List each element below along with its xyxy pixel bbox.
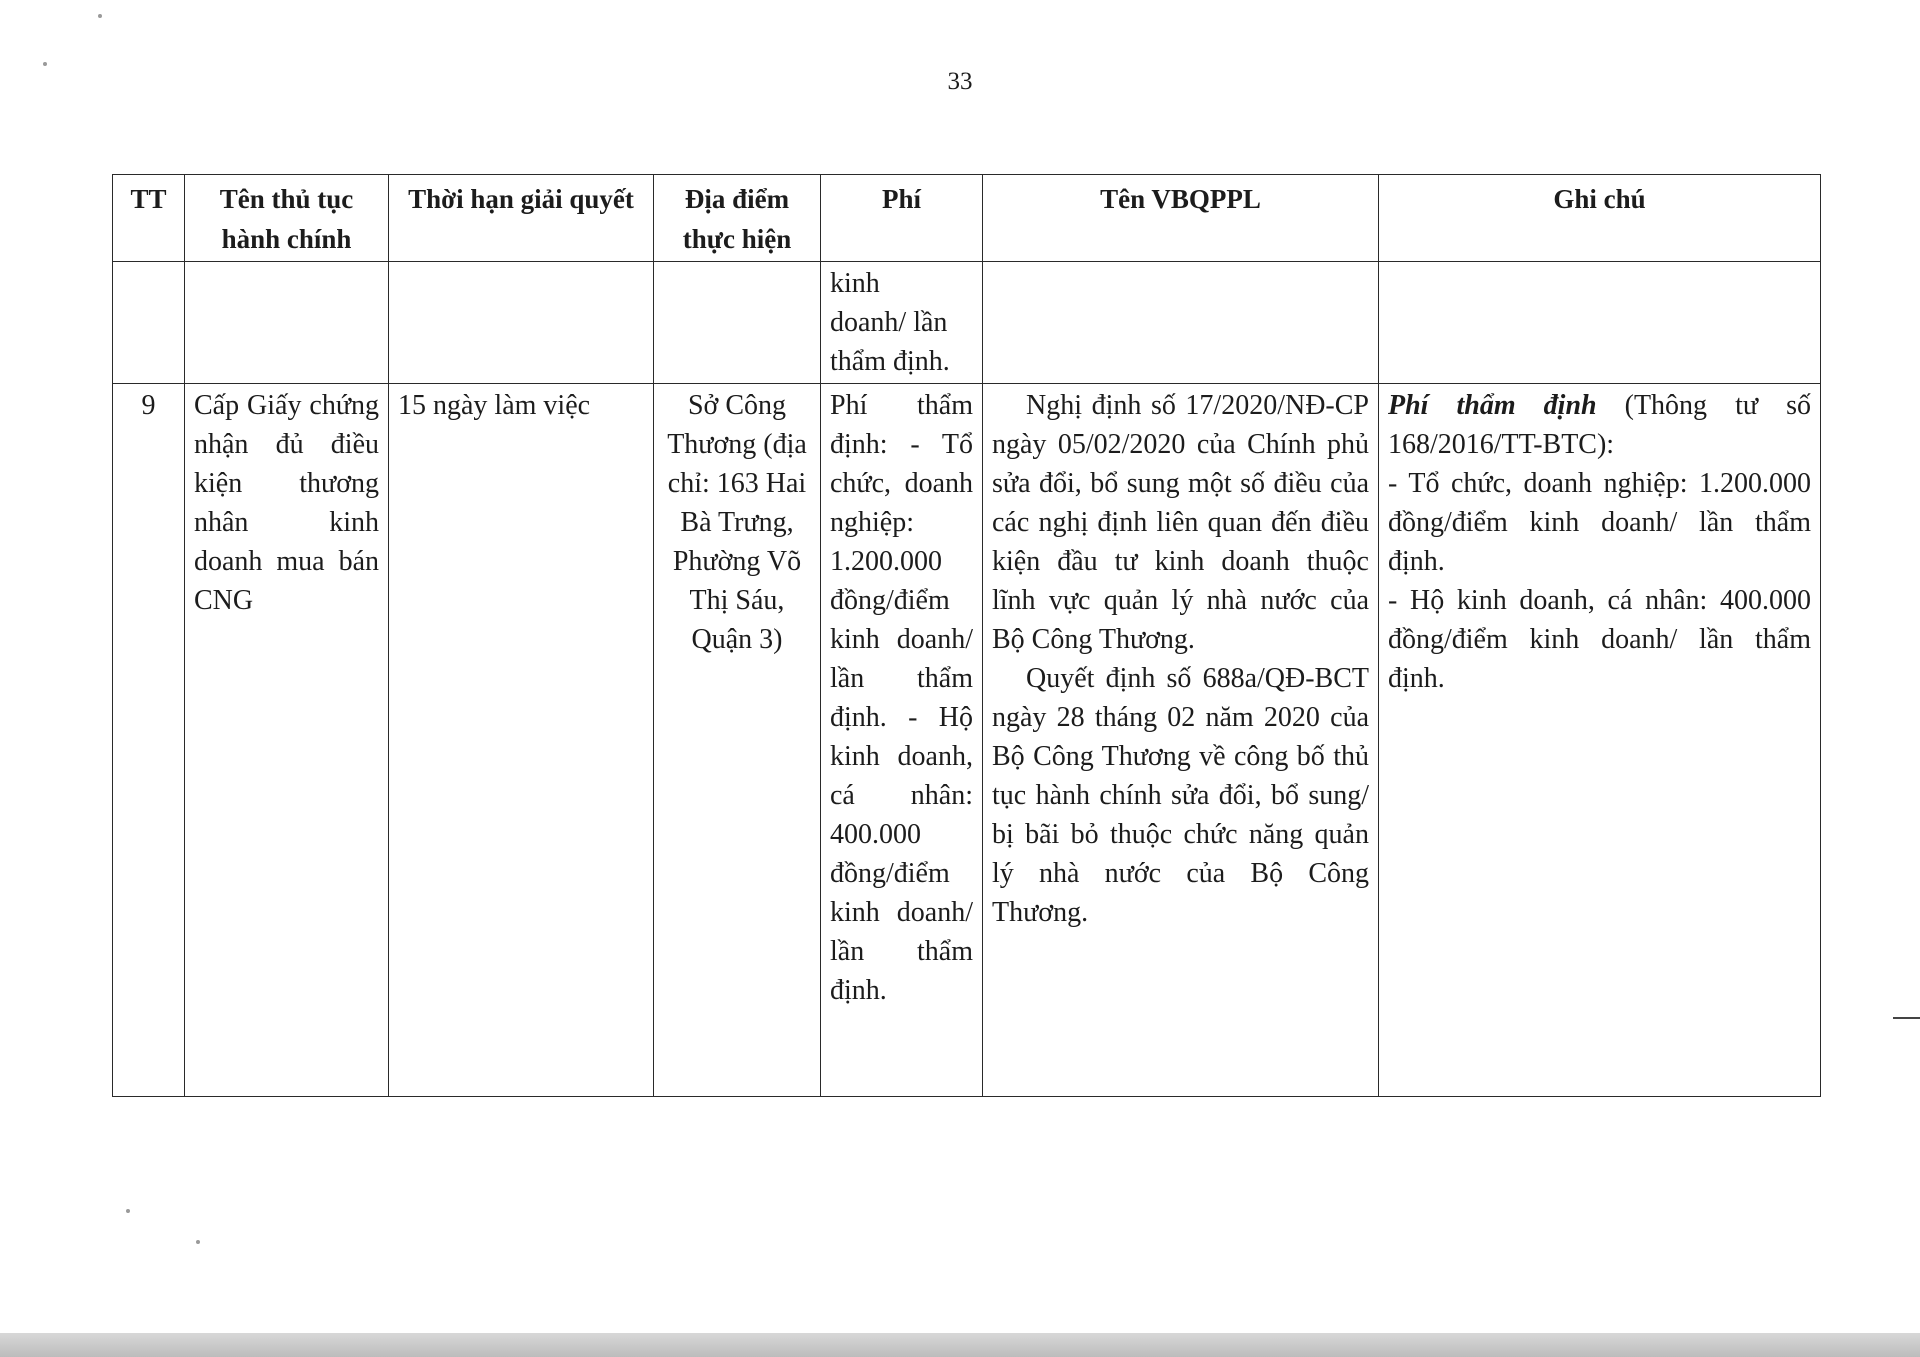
header-location: Địa điểm thực hiện xyxy=(654,175,821,262)
legal-doc-paragraph: Nghị định số 17/2020/NĐ-CP ngày 05/02/2020 của Chính phủ sửa đổi, bổ sung một số điều của các nghị định liên quan đến điều kiện đầu tư kinh doanh thuộc lĩnh vực quản lý nhà nước của Bộ Công Thương. xyxy=(992,390,1369,655)
header-procedure: Tên thủ tục hành chính xyxy=(185,175,389,262)
notes-source: (Thông tư số 168/2016/TT-BTC): xyxy=(1388,390,1811,460)
cell-notes xyxy=(1379,384,1821,1097)
cell-tt: 9 xyxy=(113,384,185,1097)
header-notes: Ghi chú xyxy=(1379,175,1821,262)
scan-speck xyxy=(98,14,102,18)
header-tt: TT xyxy=(113,175,185,262)
notes-item: - Tổ chức, doanh nghiệp: 1.200.000 đồng/điểm kinh doanh/ lần thẩm định. xyxy=(1388,468,1811,577)
cell-procedure-continued xyxy=(185,262,389,384)
procedures-table xyxy=(112,174,1821,1097)
notes-title: Phí thẩm định xyxy=(1388,390,1597,421)
scan-speck xyxy=(43,62,47,66)
page-number: 33 xyxy=(947,68,973,95)
fee-continued-line: thẩm định. xyxy=(830,346,950,377)
table-row-continued xyxy=(113,262,1821,384)
cell-fee-continued xyxy=(821,262,983,384)
legal-doc-paragraph: Quyết định số 688a/QĐ-BCT ngày 28 tháng 02 năm 2020 của Bộ Công Thương về công bố thủ tục hành chính sửa đổi, bổ sung/ bị bãi bỏ thuộc chức năng quản lý nhà nước của Bộ Công Thương. xyxy=(992,663,1369,928)
header-duration: Thời hạn giải quyết xyxy=(389,175,654,262)
scan-edge-mark xyxy=(1893,1017,1920,1019)
table-header-row xyxy=(113,175,1821,262)
cell-legal-docs xyxy=(983,384,1379,1097)
scan-speck xyxy=(126,1209,130,1213)
cell-fee: Phí thẩm định: - Tổ chức, doanh nghiệp: 1.200.000 đồng/điểm kinh doanh/ lần thẩm định. - Hộ kinh doanh, cá nhân: 400.000 đồng/điểm kinh doanh/ lần thẩm định. xyxy=(821,384,983,1097)
notes-item: - Hộ kinh doanh, cá nhân: 400.000 đồng/điểm kinh doanh/ lần thẩm định. xyxy=(1388,585,1811,694)
cell-notes-continued xyxy=(1379,262,1821,384)
cell-procedure: Cấp Giấy chứng nhận đủ điều kiện thương nhân kinh doanh mua bán CNG xyxy=(185,384,389,1097)
header-legal-docs: Tên VBQPPL xyxy=(983,175,1379,262)
cell-duration: 15 ngày làm việc xyxy=(389,384,654,1097)
scan-bottom-edge xyxy=(0,1333,1920,1357)
cell-tt-continued xyxy=(113,262,185,384)
cell-location-continued xyxy=(654,262,821,384)
header-fee: Phí xyxy=(821,175,983,262)
cell-duration-continued xyxy=(389,262,654,384)
fee-continued-line: kinh xyxy=(830,268,880,299)
fee-continued-line: doanh/ lần xyxy=(830,307,948,338)
cell-legal-docs-continued xyxy=(983,262,1379,384)
scan-speck xyxy=(196,1240,200,1244)
cell-location: Sở Công Thương (địa chỉ: 163 Hai Bà Trưng, Phường Võ Thị Sáu, Quận 3) xyxy=(654,384,821,1097)
table-row-9 xyxy=(113,384,1821,1097)
